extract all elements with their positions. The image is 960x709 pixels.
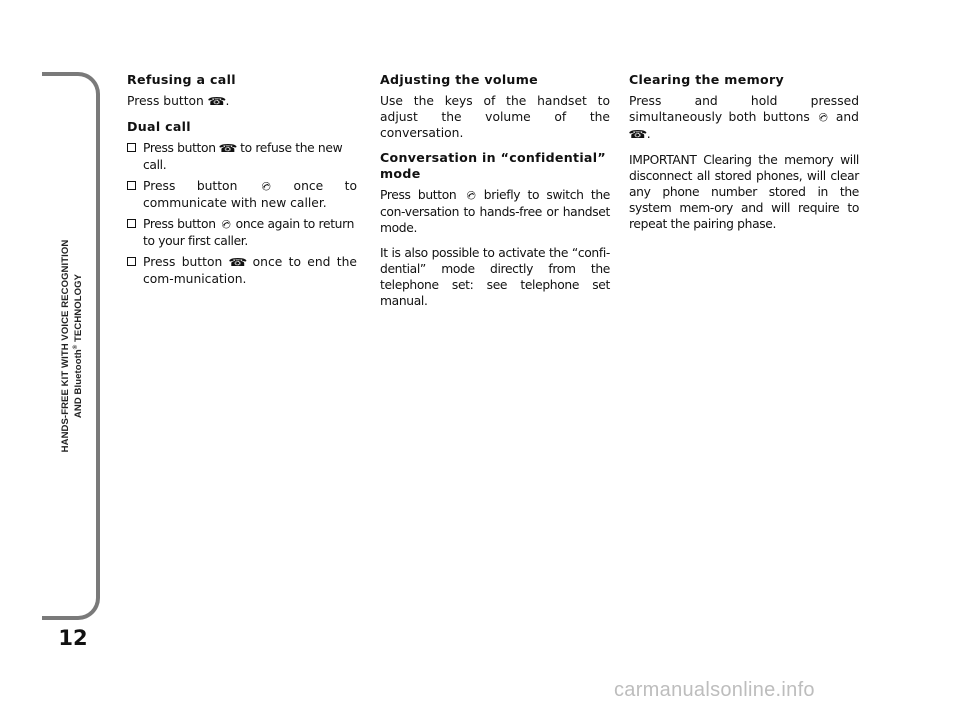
refusing-call-text: Press button ☎. xyxy=(127,94,230,108)
dual-call-heading: Dual call xyxy=(127,119,191,134)
phone-answer-icon: ✆ xyxy=(218,216,234,233)
section-heading-line1: HANDS-FREE KIT WITH VOICE RECOGNITION xyxy=(59,239,71,453)
section-heading-vertical xyxy=(60,240,84,453)
confidential-heading: Conversation in “confidential” mode xyxy=(380,150,606,181)
confidential-text: Press button ✆ briefly to switch the con-versation to hands-free or handset mode. xyxy=(380,187,610,235)
phone-answer-icon: ✆ xyxy=(815,109,831,126)
phone-answer-icon: ✆ xyxy=(463,187,478,204)
phone-hangup-icon: ☎ xyxy=(628,128,648,141)
refusing-call-heading: Refusing a call xyxy=(127,72,236,87)
phone-answer-icon: ✆ xyxy=(258,178,274,195)
column-1 xyxy=(127,72,357,292)
section-heading-line2: AND Bluetooth® TECHNOLOGY xyxy=(72,273,85,419)
phone-hangup-icon: ☎ xyxy=(227,256,248,269)
column-2 xyxy=(380,72,610,318)
important-note: IMPORTANT Clearing the memory will disconnect all stored phones, will clear any phone number stored in the system mem-ory and will require to repeat the pairing phase. xyxy=(629,153,859,231)
list-item: Press button ✆ once again to return to your first caller. xyxy=(127,216,357,249)
bullet-box-icon xyxy=(127,219,136,228)
volume-heading: Adjusting the volume xyxy=(380,72,538,87)
bullet-box-icon xyxy=(127,257,136,266)
clearing-memory-heading: Clearing the memory xyxy=(629,72,784,87)
bullet-box-icon xyxy=(127,181,136,190)
column-3 xyxy=(629,72,859,241)
list-item: Press button ✆ once to communicate with new caller. xyxy=(127,178,357,211)
phone-hangup-icon: ☎ xyxy=(218,142,238,155)
clearing-memory-text: Press and hold pressed simultaneously both buttons ✆ and ☎. xyxy=(628,94,859,141)
list-item: Press button ☎ to refuse the new call. xyxy=(127,140,357,173)
bullet-box-icon xyxy=(127,143,136,152)
confidential-text-2: It is also possible to activate the “confi-dential” mode directly from the telephone set: see telephone set manual. xyxy=(380,246,610,308)
list-item: Press button ☎ once to end the com-munication. xyxy=(127,254,357,287)
phone-hangup-icon: ☎ xyxy=(207,95,227,108)
page-number: 12 xyxy=(58,626,88,650)
watermark: carmanualsonline.info xyxy=(614,679,815,701)
volume-text: Use the keys of the handset to adjust the volume of the conversation. xyxy=(380,94,610,140)
